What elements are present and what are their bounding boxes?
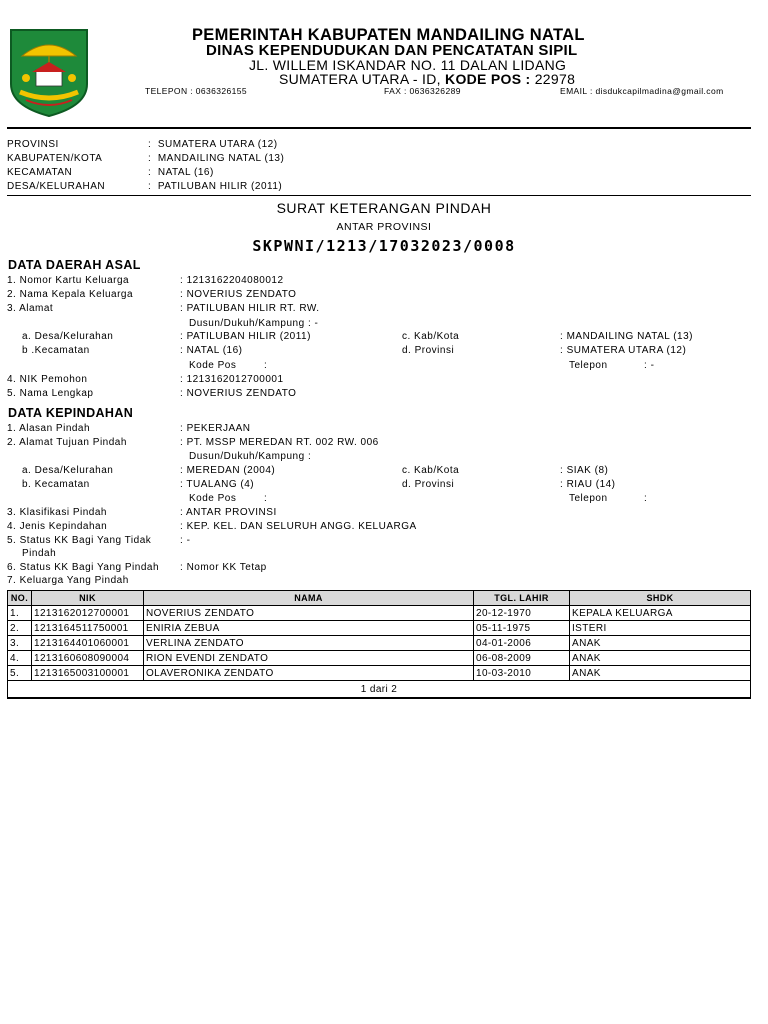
asal-kodepos-label: Kode Pos	[189, 360, 237, 371]
asal-r3-label: 3. Alamat	[7, 303, 54, 314]
region-divider	[7, 195, 751, 196]
cell-shdk: ANAK	[570, 636, 751, 651]
cell-shdk: ANAK	[570, 666, 751, 681]
cell-shdk: ANAK	[570, 651, 751, 666]
cell-tgl-lahir: 10-03-2010	[474, 666, 570, 681]
cell-nik: 1213164511750001	[32, 621, 144, 636]
pindah-r5-label-cont: Pindah	[22, 548, 57, 559]
pindah-r1-label: 1. Alasan Pindah	[7, 423, 91, 434]
region-label: PROVINSI	[7, 139, 59, 150]
header-fax: FAX : 0636326289	[384, 86, 461, 96]
pindah-kodepos-label: Kode Pos	[189, 493, 237, 504]
document-number: SKPWNI/1213/17032023/0008	[252, 237, 516, 255]
region-value: : MANDAILING NATAL (13)	[148, 153, 285, 164]
asal-kodepos-value: :	[264, 360, 268, 371]
header-divider	[7, 127, 751, 129]
asal-desa-label: a. Desa/Kelurahan	[22, 331, 114, 342]
asal-dusun: Dusun/Dukuh/Kampung : -	[189, 318, 319, 329]
header-address: JL. WILLEM ISKANDAR NO. 11 DALAN LIDANG	[249, 57, 567, 73]
section-heading-kepindahan: DATA KEPINDAHAN	[8, 406, 134, 420]
region-value: : SUMATERA UTARA (12)	[148, 139, 278, 150]
header-province-postcode	[279, 71, 575, 87]
cell-no: 5.	[8, 666, 32, 681]
asal-r5-value: : NOVERIUS ZENDATO	[180, 388, 297, 399]
section-heading-asal: DATA DAERAH ASAL	[8, 258, 141, 272]
cell-nama: RION EVENDI ZENDATO	[144, 651, 474, 666]
pindah-r7-label: 7. Keluarga Yang Pindah	[7, 575, 129, 586]
asal-r5-label: 5. Nama Lengkap	[7, 388, 94, 399]
header-email: EMAIL : disdukcapilmadina@gmail.com	[560, 86, 724, 96]
pindah-r4-label: 4. Jenis Kepindahan	[7, 521, 108, 532]
header-postcode: 22978	[534, 71, 576, 87]
pindah-telepon-label: Telepon	[569, 493, 608, 504]
table-row	[8, 636, 751, 651]
cell-nama: NOVERIUS ZENDATO	[144, 606, 474, 621]
pindah-r6-label: 6. Status KK Bagi Yang Pindah	[7, 562, 160, 573]
pindah-r2-value: : PT. MSSP MEREDAN RT. 002 RW. 006	[180, 437, 379, 448]
col-header-tgl-lahir: TGL. LAHIR	[474, 591, 570, 606]
pindah-r3-label: 3. Klasifikasi Pindah	[7, 507, 107, 518]
asal-r2-label: 2. Nama Kepala Keluarga	[7, 289, 134, 300]
pindah-kec-label: b. Kecamatan	[22, 479, 90, 490]
header-postcode-label: KODE POS :	[445, 71, 531, 87]
cell-tgl-lahir: 06-08-2009	[474, 651, 570, 666]
table-row	[8, 606, 751, 621]
cell-no: 2.	[8, 621, 32, 636]
pindah-kec-value: : TUALANG (4)	[180, 479, 255, 490]
asal-kec-value: : NATAL (16)	[180, 345, 243, 356]
family-members-table	[7, 590, 751, 699]
table-header-row	[8, 591, 751, 606]
cell-nama: OLAVERONIKA ZENDATO	[144, 666, 474, 681]
region-label: KECAMATAN	[7, 167, 73, 178]
pindah-desa-value: : MEREDAN (2004)	[180, 465, 276, 476]
asal-kec-label: b .Kecamatan	[22, 345, 90, 356]
region-label: KABUPATEN/KOTA	[7, 153, 103, 164]
table-footer-row	[8, 681, 751, 699]
cell-shdk: ISTERI	[570, 621, 751, 636]
cell-tgl-lahir: 20-12-1970	[474, 606, 570, 621]
col-header-no: NO.	[8, 591, 32, 606]
pindah-r5-label: 5. Status KK Bagi Yang Tidak	[7, 535, 152, 546]
pindah-r4-value: : KEP. KEL. DAN SELURUH ANGG. KELUARGA	[180, 521, 417, 532]
pindah-kodepos-value: :	[264, 493, 268, 504]
pindah-kab-label: c. Kab/Kota	[402, 465, 460, 476]
pindah-r1-value: : PEKERJAAN	[180, 423, 251, 434]
asal-r4-label: 4. NIK Pemohon	[7, 374, 88, 385]
asal-r1-label: 1. Nomor Kartu Keluarga	[7, 275, 130, 286]
asal-r3-value: : PATILUBAN HILIR RT. RW.	[180, 303, 320, 314]
pindah-r3-value: : ANTAR PROVINSI	[180, 507, 277, 518]
cell-no: 3.	[8, 636, 32, 651]
pindah-r2-label: 2. Alamat Tujuan Pindah	[7, 437, 127, 448]
table-row	[8, 651, 751, 666]
cell-nik: 1213162012700001	[32, 606, 144, 621]
cell-nama: VERLINA ZENDATO	[144, 636, 474, 651]
cell-tgl-lahir: 04-01-2006	[474, 636, 570, 651]
cell-no: 1.	[8, 606, 32, 621]
col-header-nama: NAMA	[144, 591, 474, 606]
asal-kab-label: c. Kab/Kota	[402, 331, 460, 342]
cell-nik: 1213160608090004	[32, 651, 144, 666]
col-header-nik: NIK	[32, 591, 144, 606]
page-indicator: 1 dari 2	[8, 681, 751, 699]
cell-tgl-lahir: 05-11-1975	[474, 621, 570, 636]
cell-nik: 1213164401060001	[32, 636, 144, 651]
cell-nik: 1213165003100001	[32, 666, 144, 681]
asal-prov-label: d. Provinsi	[402, 345, 455, 356]
pindah-telepon-value: :	[644, 493, 648, 504]
asal-kab-value: : MANDAILING NATAL (13)	[560, 331, 694, 342]
asal-r2-value: : NOVERIUS ZENDATO	[180, 289, 297, 300]
header-government: PEMERINTAH KABUPATEN MANDAILING NATAL	[192, 26, 585, 44]
pindah-prov-label: d. Provinsi	[402, 479, 455, 490]
pindah-desa-label: a. Desa/Kelurahan	[22, 465, 114, 476]
region-value: : NATAL (16)	[148, 167, 214, 178]
pindah-prov-value: : RIAU (14)	[560, 479, 616, 490]
col-header-shdk: SHDK	[570, 591, 751, 606]
document-title: SURAT KETERANGAN PINDAH	[276, 200, 492, 216]
region-label: DESA/KELURAHAN	[7, 181, 106, 192]
cell-no: 4.	[8, 651, 32, 666]
asal-r4-value: : 1213162012700001	[180, 374, 284, 385]
pindah-r5-value: : -	[180, 535, 191, 546]
asal-r1-value: : 1213162204080012	[180, 275, 284, 286]
document-subtitle: ANTAR PROVINSI	[336, 221, 432, 233]
header-telepon: TELEPON : 0636326155	[145, 86, 248, 96]
asal-telepon-value: : -	[644, 360, 655, 371]
regency-emblem-logo	[8, 26, 90, 118]
cell-shdk: KEPALA KELUARGA	[570, 606, 751, 621]
table-row	[8, 621, 751, 636]
header-province: SUMATERA UTARA - ID,	[279, 71, 441, 87]
region-value: : PATILUBAN HILIR (2011)	[148, 181, 283, 192]
asal-telepon-label: Telepon	[569, 360, 608, 371]
pindah-dusun: Dusun/Dukuh/Kampung :	[189, 451, 312, 462]
pindah-kab-value: : SIAK (8)	[560, 465, 609, 476]
header-department: DINAS KEPENDUDUKAN DAN PENCATATAN SIPIL	[206, 42, 578, 59]
table-row	[8, 666, 751, 681]
pindah-r6-value: : Nomor KK Tetap	[180, 562, 267, 573]
asal-prov-value: : SUMATERA UTARA (12)	[560, 345, 687, 356]
asal-desa-value: : PATILUBAN HILIR (2011)	[180, 331, 311, 342]
cell-nama: ENIRIA ZEBUA	[144, 621, 474, 636]
